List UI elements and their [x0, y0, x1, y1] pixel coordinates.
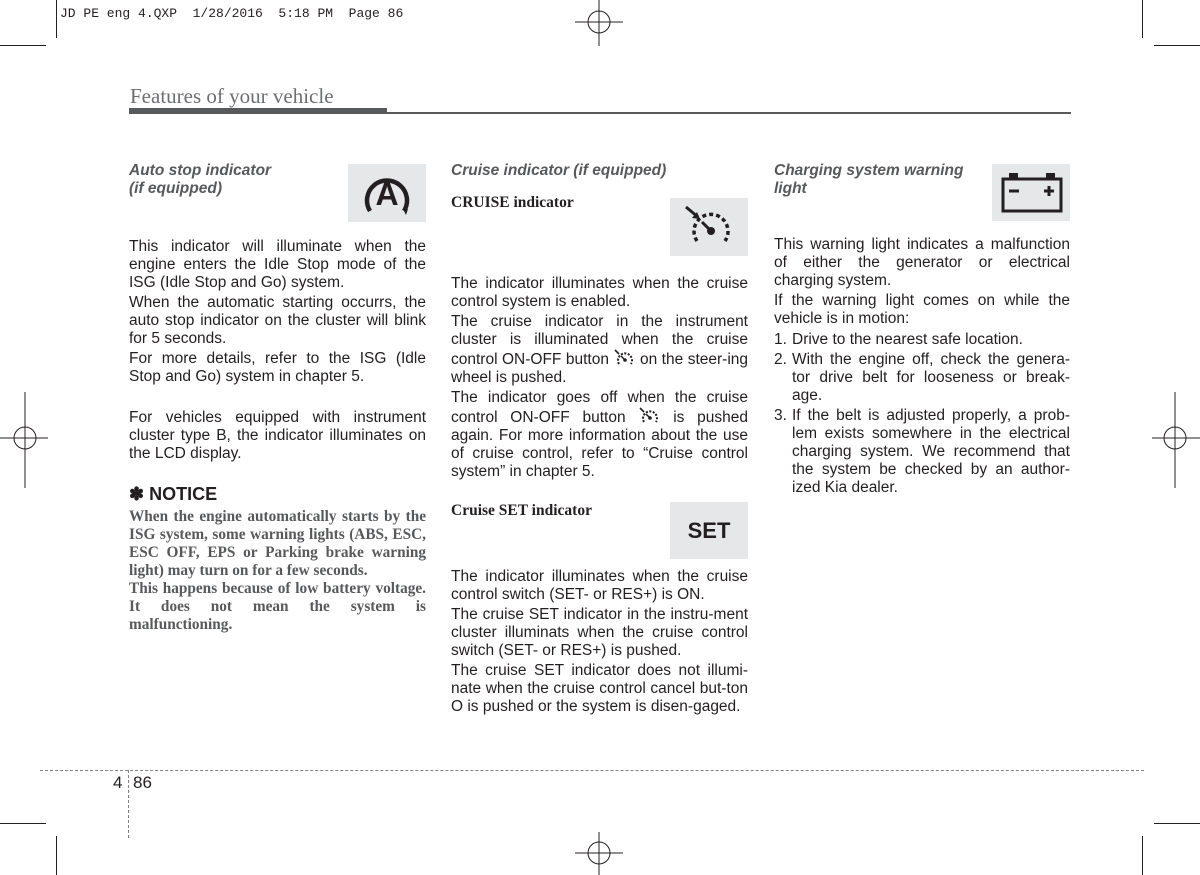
instrument-cluster-b-note: For vehicles equipped with instrument cluster type B, the indicator illuminates on the LCD display. [129, 409, 426, 462]
notice-body: When the engine automatically starts by the ISG system, some warning lights (ABS, ESC, ESC OFF, EPS or Parking brake warning light) may turn on for a few seconds. This happens because of low battery voltage. It does not mean the system is malfunctioning. [129, 508, 426, 633]
cruise-heading: Cruise indicator (if equipped) [451, 162, 667, 179]
battery-icon [992, 164, 1070, 221]
registration-mark-left [0, 392, 56, 488]
charging-heading: Charging system warning light [774, 162, 964, 197]
cruise-icon-box [670, 198, 748, 256]
list-item: 1. Drive to the nearest safe location. [774, 331, 1023, 348]
print-slug: JD PE eng 4.QXP 1/28/2016 5:18 PM Page 86 [60, 6, 404, 21]
crop-mark [1142, 836, 1143, 875]
list-item: 3. If the belt is adjusted properly, a prob-lem exists somewhere in the electrical charging system. We recommend that the system be checked by an author-ized Kia dealer. [774, 407, 1070, 496]
cruise-button-icon [638, 407, 660, 425]
page-number: 86 [133, 773, 152, 792]
cruise-set-description: The indicator illuminates when the cruise control switch (SET- or RES+) is ON. The cruise SET indicator in the instru-ment cluster illuminats when the cruise control switch (SET- or RES+) is pushed. The cruise SET indicator does not illumi-nate when the cruise control cancel but-ton O is pushed or the system is disen-gaged. [451, 568, 748, 715]
crop-mark [1142, 0, 1143, 38]
chapter-number: 4 [113, 773, 123, 792]
auto-stop-A-icon [348, 164, 426, 222]
registration-mark-top [575, 0, 623, 48]
crop-mark [56, 836, 57, 875]
crop-mark [56, 0, 57, 38]
cruise-set-subheading: Cruise SET indicator [451, 502, 592, 519]
header-rule-thick [129, 108, 387, 114]
crop-mark [1154, 45, 1200, 46]
footer-dashed-rule [40, 770, 1144, 771]
auto-stop-description: This indicator will illuminate when the engine enters the Idle Stop mode of the ISG (Idle Stop and Go) system. When the automatic starting occurrs, the auto stop indicator on the cluster will blink for 5 seconds. For more details, refer to the ISG (Idle Stop and Go) system in chapter 5. [129, 238, 426, 385]
battery-icon-box [992, 164, 1070, 221]
set-label: SET [687, 518, 731, 543]
crop-mark [0, 823, 46, 824]
svg-text:A: A [375, 176, 399, 212]
charging-steps-list [774, 331, 1070, 497]
crop-mark [1154, 823, 1200, 824]
footer-dashed-divider [128, 770, 129, 838]
charging-description: This warning light indicates a malfunction of either the generator or electrical charging system. If the warning light comes on while the vehicle is in motion: [774, 236, 1070, 327]
list-item: 2. With the engine off, check the genera-tor drive belt for looseness or break-age. [774, 351, 1070, 404]
auto-stop-icon-box [348, 164, 426, 222]
auto-stop-heading: Auto stop indicator (if equipped) [129, 162, 272, 197]
cruise-indicator-subheading: CRUISE indicator [451, 194, 574, 211]
set-icon-box [670, 502, 748, 559]
cruise-button-icon [613, 349, 635, 367]
header-rule-thin [387, 112, 1071, 114]
crop-mark [0, 45, 46, 46]
registration-mark-bottom [575, 830, 623, 875]
registration-mark-right [1148, 392, 1200, 488]
notice-title: ✽ NOTICE [129, 484, 218, 504]
cruise-description: The indicator illuminates when the cruise control system is enabled. The cruise indicator in the instrument cluster is illuminated when the cruise control ON-OFF button on the steer-ing wheel is pushed. The indicator goes off when the cruise control ON-OFF button is pushed again. For more information about the use of cruise control, refer to “Cruise control system” in chapter 5. [451, 275, 749, 480]
cruise-speedometer-icon [670, 198, 748, 256]
section-title: Features of your vehicle [130, 84, 334, 108]
